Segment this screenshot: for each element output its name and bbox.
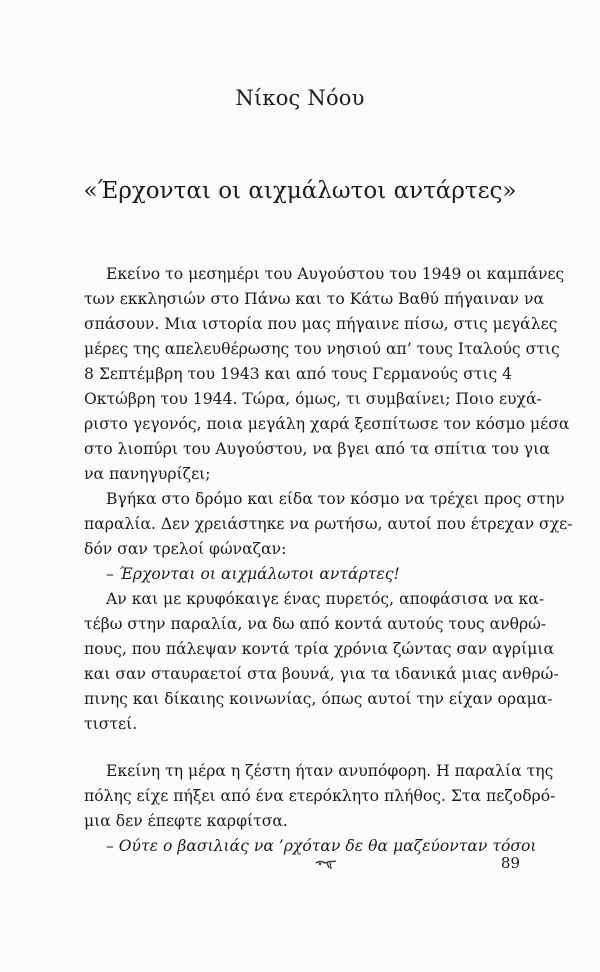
text-line: μια δεν έπεφτε καρφίτσα.: [84, 812, 288, 830]
text-line: των εκκλησιών στο Πάνω και το Κάτω Βαθύ πήγαιναν να: [84, 290, 545, 308]
text-line: πόλης είχε πήξει από ένα ετερόκλητο πλήθος. Στα πεζοδρό-: [84, 787, 556, 805]
chapter-body: [84, 262, 573, 859]
printer-ornament-icon: [314, 856, 338, 872]
chapter-title: «Έρχονται οι αιχμάλωτοι αντάρτες»: [83, 178, 517, 204]
page-number: 89: [500, 854, 520, 872]
dialogue-line: – Ούτε ο βασιλιάς να ’ρχόταν δε θα μαζεύονταν τόσοι: [106, 837, 537, 855]
text-line: Οκτώβρη του 1944. Τώρα, όμως, τι συμβαίνει; Ποιο ευχά-: [84, 390, 542, 408]
section-gap: [84, 737, 512, 759]
author-name: Νίκος Νόου: [235, 86, 365, 110]
text-line: 8 Σεπτέμβρη του 1943 και από τους Γερμανούς στις 4: [84, 365, 513, 383]
text-line: πους, που πάλεψαν κοντά τρία χρόνια ζώντας σαν αγρίμια: [84, 640, 554, 658]
text-line: δόν σαν τρελοί φώναζαν:: [84, 540, 287, 558]
text-line: Αν και με κρυφόκαιγε ένας πυρετός, αποφάσισα να κα-: [106, 590, 545, 608]
text-line: σπάσουν. Μια ιστορία που μας πήγαινε πίσω, στις μεγάλες: [84, 315, 558, 333]
text-line: και σαν σταυραετοί στα βουνά, για τα ιδανικά μιας ανθρώ-: [84, 665, 559, 683]
text-line: Βγήκα στο δρόμο και είδα τον κόσμο να τρέχει προς στην: [106, 490, 565, 508]
text-line: παραλία. Δεν χρειάστηκε να ρωτήσω, αυτοί που έτρεχαν σχε-: [84, 515, 573, 533]
text-line: τέβω στην παραλία, να δω από κοντά αυτούς τους ανθρώ-: [84, 615, 547, 633]
text-line: πινης και δίκαιης κοινωνίας, όπως αυτοί την είχαν οραμα-: [84, 690, 553, 708]
text-line: ριστο γεγονός, ποια μεγάλη χαρά ξεσπίτωσε τον κόσμο μέσα: [84, 415, 570, 433]
text-line: στο λιοπύρι του Αυγούστου, να βγει από τα σπίτια του για: [84, 440, 550, 458]
text-line: να πανηγυρίζει;: [84, 465, 211, 483]
text-line: Εκείνη τη μέρα η ζέστη ήταν ανυπόφορη. Η παραλία της: [106, 762, 554, 780]
text-line: Εκείνο το μεσημέρι του Αυγούστου του 1949 οι καμπάνες: [106, 265, 565, 283]
text-line: μέρες της απελευθέρωσης του νησιού απ’ τους Ιταλούς στις: [84, 340, 560, 358]
dialogue-line: – Έρχονται οι αιχμάλωτοι αντάρτες!: [106, 565, 400, 583]
text-line: τιστεί.: [84, 715, 138, 733]
